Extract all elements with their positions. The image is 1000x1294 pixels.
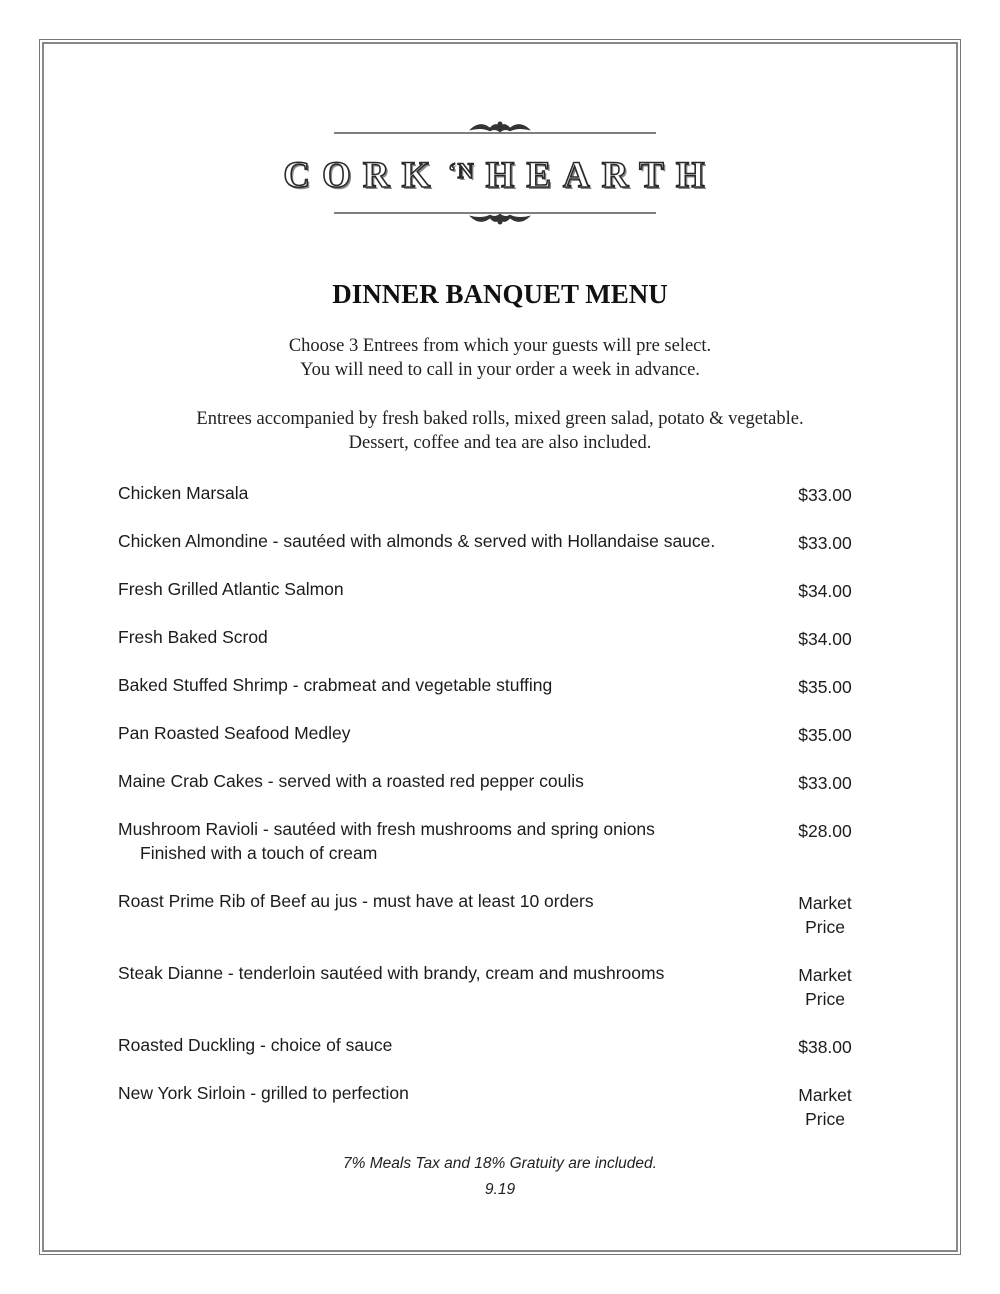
menu-item-name: Fresh Grilled Atlantic Salmon	[118, 579, 344, 599]
menu-item-name: New York Sirloin - grilled to perfection	[118, 1083, 409, 1103]
menu-item-description: Finished with a touch of cream	[140, 843, 378, 863]
menu-item-price: $34.00	[798, 581, 852, 601]
menu-item-price: $33.00	[798, 773, 852, 793]
menu-item-name: Pan Roasted Seafood Medley	[118, 723, 351, 743]
menu-item-name: Roasted Duckling - choice of sauce	[118, 1035, 393, 1055]
intro-line-4: Dessert, coffee and tea are also included.	[348, 433, 652, 453]
menu-item-name: Baked Stuffed Shrimp - crabmeat and vegetable stuffing	[118, 675, 553, 695]
bottom-flourish-icon	[470, 214, 530, 224]
menu-item-price: $38.00	[798, 1037, 852, 1057]
menu-item-price: $33.00	[798, 485, 852, 505]
page-title: DINNER BANQUET MENU	[332, 279, 668, 309]
top-flourish-icon	[470, 122, 530, 132]
menu-item-name: Chicken Almondine - sautéed with almonds & served with Hollandaise sauce.	[118, 531, 716, 551]
menu-item-price: Market Price	[798, 893, 852, 937]
brand-name-mid: ‘N	[448, 158, 476, 183]
menu-item-price: Market Price	[798, 1085, 852, 1129]
menu-item-name: Maine Crab Cakes - served with a roasted red pepper coulis	[118, 771, 584, 791]
menu-item-name: Mushroom Ravioli - sautéed with fresh mushrooms and spring onions	[118, 819, 655, 839]
brand-name-right: HEARTH	[485, 155, 717, 196]
intro-line-2: You will need to call in your order a week in advance.	[300, 360, 700, 380]
menu-item-price: $28.00	[798, 821, 852, 841]
menu-item-price: Market Price	[798, 965, 852, 1009]
intro-line-3: Entrees accompanied by fresh baked rolls, mixed green salad, potato & vegetable.	[196, 409, 804, 429]
menu-item-price: $35.00	[798, 677, 852, 697]
intro-line-1: Choose 3 Entrees from which your guests will pre select.	[288, 336, 712, 356]
menu-version: 9.19	[484, 1181, 516, 1198]
brand-name-left: CORK	[283, 155, 443, 196]
menu-item-name: Steak Dianne - tenderloin sautéed with brandy, cream and mushrooms	[118, 963, 665, 983]
menu-item-price: $35.00	[798, 725, 852, 745]
menu-item-name: Roast Prime Rib of Beef au jus - must have at least 10 orders	[118, 891, 594, 911]
menu-item-price: $33.00	[798, 533, 852, 553]
menu-item-price: $34.00	[798, 629, 852, 649]
menu-item-name: Chicken Marsala	[118, 483, 249, 503]
menu-item-name: Fresh Baked Scrod	[118, 627, 268, 647]
brand-logo-text	[0, 154, 1000, 197]
tax-gratuity-note: 7% Meals Tax and 18% Gratuity are included.	[343, 1155, 657, 1172]
